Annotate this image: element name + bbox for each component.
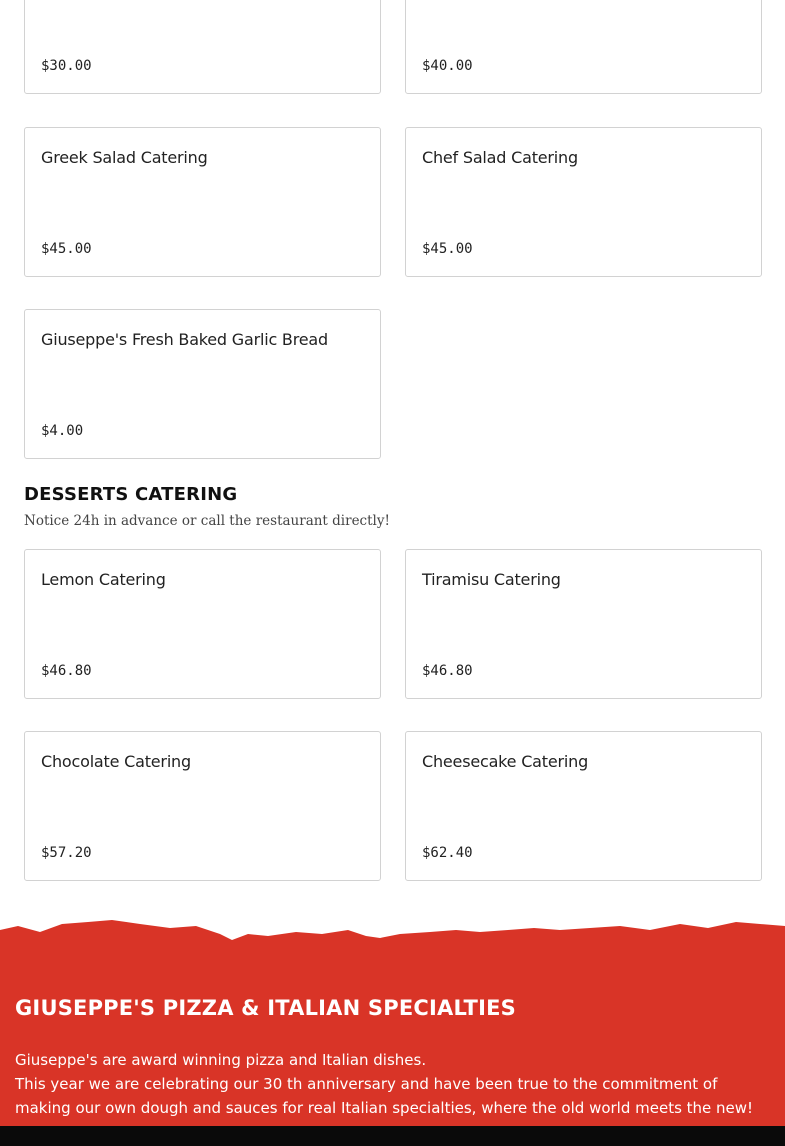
menu-item-price: $57.20 <box>41 845 92 861</box>
site-footer <box>0 918 785 1146</box>
menu-item-card[interactable] <box>24 549 381 699</box>
menu-item-card[interactable] <box>405 731 762 881</box>
menu-item-card[interactable] <box>24 731 381 881</box>
menu-item-card[interactable] <box>24 127 381 277</box>
menu-item-name: Giuseppe's Fresh Baked Garlic Bread <box>41 330 328 349</box>
menu-item-name: Greek Salad Catering <box>41 148 208 167</box>
menu-item-card[interactable] <box>24 309 381 459</box>
footer-desc-line1: Giuseppe's are award winning pizza and Italian dishes. <box>15 1051 427 1069</box>
menu-item-price: $46.80 <box>41 663 92 679</box>
footer-description <box>15 1048 775 1120</box>
section-note: Notice 24h in advance or call the restaurant directly! <box>24 513 390 529</box>
menu-item-price: $45.00 <box>41 241 92 257</box>
menu-item-name: Chef Salad Catering <box>422 148 578 167</box>
menu-item-card[interactable] <box>24 0 381 94</box>
menu-item-name: Tiramisu Catering <box>422 570 561 589</box>
menu-item-price: $30.00 <box>41 58 92 74</box>
menu-item-price: $62.40 <box>422 845 473 861</box>
menu-item-name: Cheesecake Catering <box>422 752 589 771</box>
menu-item-card[interactable] <box>405 549 762 699</box>
menu-item-price: $4.00 <box>41 423 84 439</box>
footer-desc-line2: This year we are celebrating our 30 th anniversary and have been true to the commitment of making our own dough and sauces for real Italian specialties, where the old world meets the new! <box>15 1075 754 1117</box>
footer-title: GIUSEPPE'S PIZZA & ITALIAN SPECIALTIES <box>15 996 516 1020</box>
bottom-bar <box>0 1126 785 1146</box>
menu-item-price: $46.80 <box>422 663 473 679</box>
menu-item-card[interactable] <box>405 0 762 94</box>
menu-item-card[interactable] <box>405 127 762 277</box>
menu-item-price: $40.00 <box>422 58 473 74</box>
menu-item-name: Chocolate Catering <box>41 752 191 771</box>
section-title-desserts: DESSERTS CATERING <box>24 484 238 505</box>
menu-item-name: Lemon Catering <box>41 570 166 589</box>
menu-item-price: $45.00 <box>422 241 473 257</box>
